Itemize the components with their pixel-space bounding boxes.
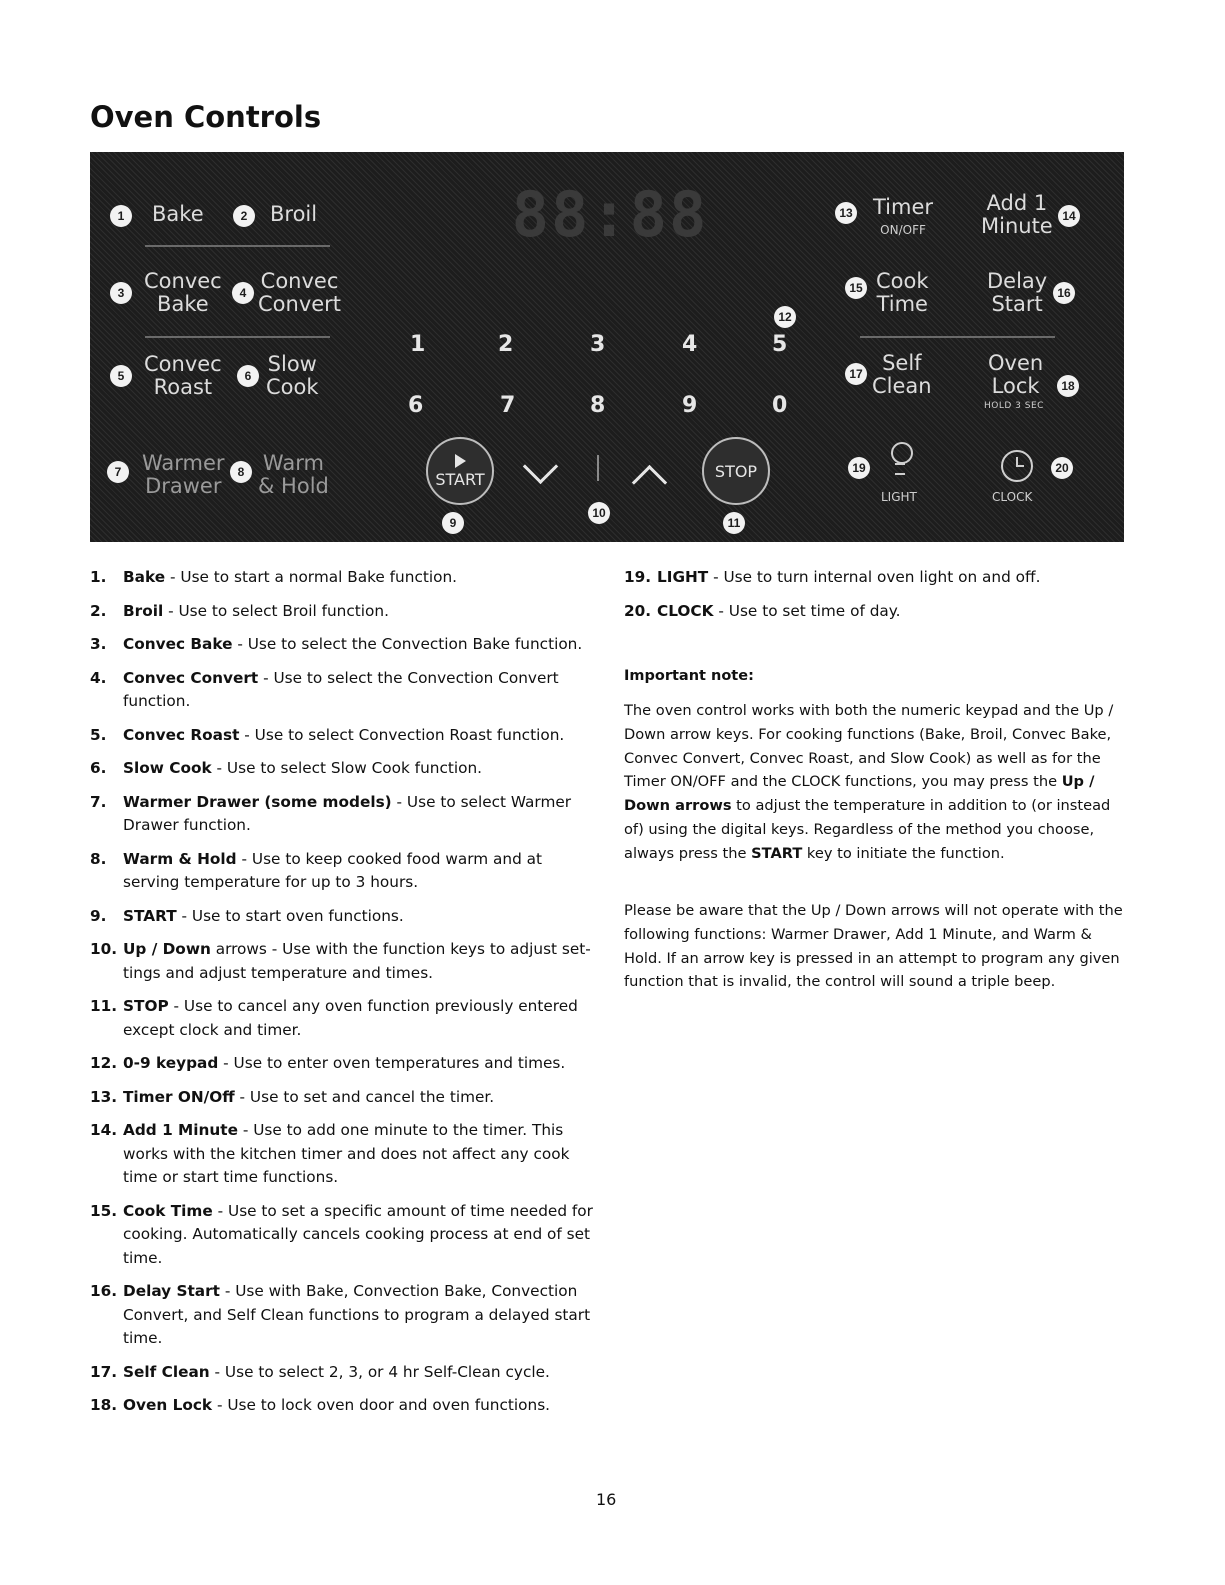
item-desc: arrows - Use with the function keys to adjust set-tings and adjust temperature and times. — [123, 940, 591, 982]
item-desc: - Use to select 2, 3, or 4 hr Self-Clean cycle. — [209, 1362, 550, 1381]
item-number: 7. — [90, 792, 107, 811]
item-desc: - Use to select the Convection Bake function. — [232, 635, 583, 653]
key-label-line: Clean — [872, 374, 932, 398]
slow-cook-key[interactable] — [266, 353, 319, 399]
item-term: LIGHT — [657, 568, 709, 586]
light-bulb-icon[interactable] — [891, 442, 913, 464]
item-desc: - Use to select Convection Roast function. — [239, 725, 565, 744]
item-desc: - Use with Bake, Convection Bake, Convection Convert, and Self Clean functions to program a delayed start time. — [123, 1282, 591, 1347]
convec-roast-key[interactable] — [144, 353, 222, 399]
key-number-badge: 11 — [723, 512, 745, 534]
light-label: LIGHT — [881, 490, 917, 504]
list-item — [90, 1052, 595, 1076]
bake-key[interactable]: Bake — [152, 202, 204, 226]
item-desc: - Use to set time of day. — [713, 601, 901, 620]
up-arrow-icon[interactable] — [632, 465, 667, 500]
key-label-line: Warmer — [142, 451, 225, 475]
item-number: 15. — [90, 1201, 118, 1220]
keypad-key[interactable]: 5 — [772, 332, 788, 357]
list-item — [624, 566, 1124, 590]
key-number-badge: 12 — [774, 306, 796, 328]
key-label-line: Convec — [260, 269, 339, 293]
item-term: Timer ON/Off — [123, 1087, 235, 1106]
key-label-line: Oven — [988, 351, 1044, 375]
item-desc: - Use to start a normal Bake function. — [165, 568, 458, 586]
item-term: CLOCK — [657, 601, 714, 620]
key-label-line: Convec — [144, 352, 222, 376]
keypad-key[interactable]: 4 — [682, 332, 698, 357]
key-label-line: Cook — [876, 269, 929, 293]
key-label-line: Minute — [981, 214, 1053, 238]
separator-line — [145, 336, 330, 338]
list-item — [90, 791, 595, 838]
note-emphasis: START — [751, 844, 803, 862]
key-number-badge: 3 — [110, 282, 132, 304]
key-number-badge: 5 — [110, 365, 132, 387]
item-desc: - Use to select Warmer Drawer function. — [123, 792, 572, 834]
list-item — [90, 600, 595, 624]
key-label-line: Convert — [258, 292, 342, 316]
item-desc: - Use to add one minute to the timer. This works with the kitchen timer and does not affect any cook time or start time functions. — [123, 1121, 570, 1186]
clock-icon[interactable] — [1001, 450, 1033, 482]
item-term: Convec Roast — [123, 725, 240, 744]
key-number-badge: 13 — [835, 202, 857, 224]
start-button[interactable] — [426, 437, 494, 505]
item-number: 13. — [90, 1087, 118, 1106]
key-number-badge: 15 — [845, 277, 867, 299]
item-number: 3. — [90, 635, 107, 653]
start-label: START — [435, 469, 485, 489]
key-number-badge: 7 — [107, 461, 129, 483]
key-label-line: Roast — [153, 375, 213, 399]
item-number: 11. — [90, 997, 118, 1015]
key-label-line: Cook — [266, 375, 319, 399]
item-desc: - Use to enter oven temperatures and times. — [218, 1054, 566, 1072]
key-label-line: Self — [882, 351, 922, 375]
item-term: Cook Time — [123, 1201, 213, 1220]
oven-control-panel — [90, 152, 1124, 542]
keypad-key[interactable]: 9 — [682, 393, 698, 418]
key-number-badge: 9 — [442, 512, 464, 534]
down-arrow-icon[interactable] — [523, 449, 558, 484]
list-item — [90, 938, 595, 985]
key-number-badge: 16 — [1053, 282, 1075, 304]
key-label-line: Slow — [267, 352, 317, 376]
item-number: 1. — [90, 568, 107, 586]
item-term: Self Clean — [123, 1362, 210, 1381]
item-term: Convec Convert — [123, 668, 259, 687]
item-desc: - Use to set and cancel the timer. — [234, 1087, 495, 1106]
item-term: Bake — [123, 568, 166, 586]
list-item — [90, 724, 595, 748]
key-number-badge: 18 — [1057, 375, 1079, 397]
key-label-line: Add 1 — [986, 191, 1048, 215]
oven-lock-key[interactable] — [988, 352, 1043, 398]
keypad-key[interactable]: 0 — [772, 393, 788, 418]
item-number: 18. — [90, 1396, 118, 1414]
convec-convert-key[interactable] — [258, 270, 341, 316]
page-title: Oven Controls — [90, 100, 322, 134]
delay-start-key[interactable] — [987, 270, 1047, 316]
hold-3-sec-label: HOLD 3 SEC — [984, 401, 1044, 411]
list-item — [90, 995, 595, 1042]
item-term: Convec Bake — [123, 635, 233, 653]
keypad-key[interactable]: 8 — [590, 393, 606, 418]
warmer-drawer-key[interactable] — [142, 452, 225, 498]
keypad-key[interactable]: 1 — [410, 332, 426, 357]
list-item — [90, 1394, 595, 1418]
controls-list — [90, 566, 595, 1428]
item-desc: - Use to select Slow Cook function. — [211, 759, 483, 777]
key-label-line: Delay — [987, 269, 1048, 293]
key-label-line: Convec — [144, 269, 222, 293]
item-term: Oven Lock — [123, 1396, 213, 1414]
item-term: Slow Cook — [123, 759, 212, 777]
note-text: to adjust the temperature in addition to (or instead of) using the digital keys. Regardless of the method you choose, always press the — [624, 797, 1111, 862]
note-text: The oven control works with both the numeric keypad and the Up / Down arrow keys. For cooking functions (Bake, Broil, Convec Bake, Convec Convert, Convec Roast, and Slow Cook) as well as for the Timer ON/OFF and the CLOCK functions, you may press the — [624, 702, 1114, 791]
list-item — [90, 905, 595, 929]
key-number-badge: 17 — [845, 363, 867, 385]
item-desc: - Use to start oven functions. — [176, 906, 404, 925]
stop-label: STOP — [714, 461, 758, 481]
important-note-heading: Important note: — [624, 668, 754, 684]
controls-list-right — [624, 566, 1124, 633]
key-number-badge: 10 — [588, 502, 610, 524]
key-label-line: Start — [991, 292, 1043, 316]
item-term: Broil — [123, 601, 164, 620]
play-icon — [455, 454, 466, 468]
note-paragraph-2: Please be aware that the Up / Down arrows will not operate with the following functions: Warmer Drawer, Add 1 Minute, and Warm & Hold. If an arrow key is pressed in an attempt to program any given function that is invalid, the control will sound a triple beep. — [624, 902, 1123, 991]
keypad-key[interactable]: 3 — [590, 332, 606, 357]
list-item — [90, 757, 595, 781]
item-number: 16. — [90, 1282, 118, 1300]
separator-line — [860, 336, 1055, 338]
note-text: key to initiate the function. — [802, 844, 1005, 862]
light-bulb-base — [895, 463, 905, 475]
item-term: Up / Down — [123, 940, 211, 958]
keypad-key[interactable]: 2 — [498, 332, 514, 357]
digital-display: 88:88 — [511, 178, 709, 251]
list-item — [90, 1086, 595, 1110]
note-paragraph-1 — [624, 699, 1124, 866]
item-number: 10. — [90, 940, 118, 958]
warm-hold-key[interactable] — [258, 452, 329, 498]
item-term: Warm & Hold — [123, 849, 237, 868]
item-desc: - Use to select the Convection Convert function. — [123, 668, 559, 710]
item-number: 5. — [90, 725, 107, 744]
key-number-badge: 2 — [233, 205, 255, 227]
key-number-badge: 20 — [1051, 457, 1073, 479]
item-desc: - Use to set a specific amount of time needed for cooking. Automatically cancels cooking process at end of set time. — [123, 1201, 593, 1267]
item-term: 0-9 keypad — [123, 1054, 219, 1072]
key-label-line: Drawer — [145, 474, 222, 498]
key-number-badge: 1 — [110, 205, 132, 227]
item-number: 2. — [90, 601, 107, 620]
note-emphasis: Up / Down arrows — [624, 773, 1095, 815]
key-number-badge: 4 — [232, 282, 254, 304]
list-item — [90, 633, 595, 657]
item-number: 6. — [90, 759, 107, 777]
item-term: START — [123, 906, 177, 925]
list-item — [90, 848, 595, 895]
stop-button[interactable] — [702, 437, 770, 505]
item-number: 14. — [90, 1121, 118, 1139]
key-number-badge: 19 — [848, 457, 870, 479]
timer-key[interactable] — [873, 196, 933, 242]
key-label-line: Lock — [991, 374, 1040, 398]
key-sub-label: ON/OFF — [880, 223, 926, 237]
arrow-divider — [597, 455, 599, 481]
item-number: 8. — [90, 849, 107, 868]
item-number: 4. — [90, 668, 107, 687]
key-number-badge: 14 — [1058, 205, 1080, 227]
list-item — [90, 1200, 595, 1271]
broil-key[interactable]: Broil — [270, 202, 318, 226]
item-desc: - Use to select Broil function. — [163, 601, 389, 620]
key-label-line: & Hold — [258, 474, 329, 498]
item-desc: - Use to turn internal oven light on and off. — [708, 568, 1041, 586]
add-1-minute-key[interactable] — [981, 192, 1053, 238]
item-number: 12. — [90, 1054, 118, 1072]
page-number: 16 — [596, 1490, 617, 1509]
item-desc: - Use to lock oven door and oven functions. — [212, 1396, 551, 1414]
key-label-line: Warm — [262, 451, 324, 475]
list-item — [624, 600, 1124, 624]
key-label-line: Timer — [873, 195, 934, 219]
item-number: 9. — [90, 906, 107, 925]
list-item — [90, 566, 595, 590]
item-desc: - Use to keep cooked food warm and at serving temperature for up to 3 hours. — [123, 849, 543, 891]
item-number: 17. — [90, 1362, 118, 1381]
self-clean-key[interactable] — [872, 352, 932, 398]
separator-line — [145, 245, 330, 247]
key-number-badge: 8 — [230, 461, 252, 483]
list-item — [90, 667, 595, 714]
key-label-line: Bake — [157, 292, 209, 316]
cook-time-key[interactable] — [876, 270, 929, 316]
item-desc: - Use to cancel any oven function previously entered except clock and timer. — [123, 997, 578, 1039]
key-label-line: Time — [876, 292, 928, 316]
list-item — [90, 1361, 595, 1385]
item-term: Warmer Drawer (some models) — [123, 792, 392, 811]
item-number: 20. — [624, 601, 652, 620]
list-item — [90, 1280, 595, 1351]
keypad-key[interactable]: 6 — [408, 393, 424, 418]
convec-bake-key[interactable] — [144, 270, 222, 316]
item-term: STOP — [123, 997, 169, 1015]
clock-label: CLOCK — [992, 490, 1033, 504]
key-number-badge: 6 — [237, 365, 259, 387]
list-item — [90, 1119, 595, 1190]
item-term: Delay Start — [123, 1282, 220, 1300]
keypad-key[interactable]: 7 — [500, 393, 516, 418]
item-number: 19. — [624, 568, 652, 586]
item-term: Add 1 Minute — [123, 1121, 238, 1139]
